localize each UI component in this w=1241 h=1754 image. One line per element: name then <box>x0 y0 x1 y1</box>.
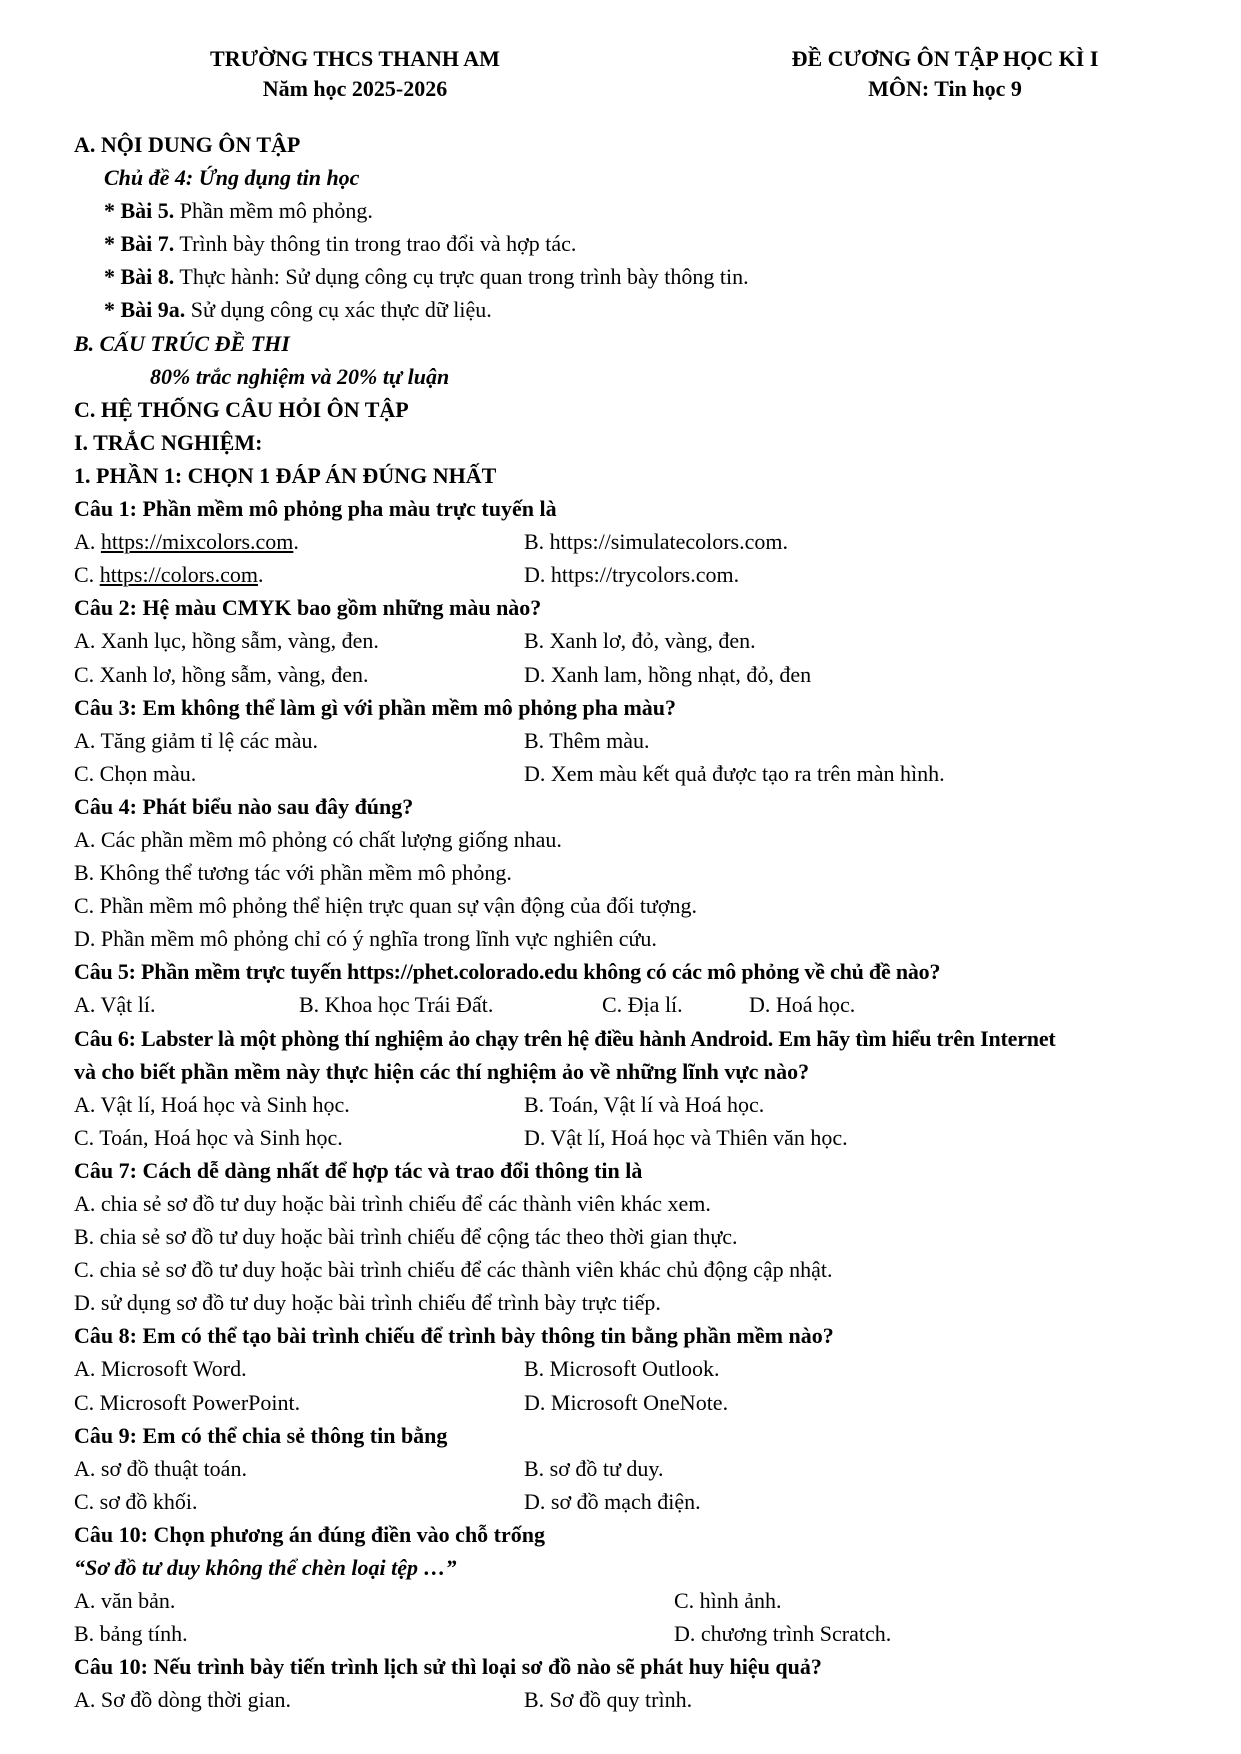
options-row <box>74 724 1204 757</box>
question-7: Câu 7: Cách dễ dàng nhất để hợp tác và trao đổi thông tin là <box>74 1157 643 1183</box>
lesson-item <box>74 260 1204 293</box>
lesson-item <box>74 194 1204 227</box>
options-row <box>74 1617 1204 1650</box>
lesson-item <box>74 227 1204 260</box>
question-6-line-2: và cho biết phần mềm này thực hiện các thí nghiệm ảo về những lĩnh vực nào? <box>74 1058 810 1084</box>
option-b: B. chia sẻ sơ đồ tư duy hoặc bài trình chiếu để cộng tác theo thời gian thực. <box>74 1224 738 1250</box>
option-a: A. chia sẻ sơ đồ tư duy hoặc bài trình chiếu để các thành viên khác xem. <box>74 1191 711 1216</box>
question-1: Câu 1: Phần mềm mô phỏng pha màu trực tuyến là <box>74 496 557 522</box>
question-5: Câu 5: Phần mềm trực tuyến https://phet.colorado.edu không có các mô phỏng về chủ đề nào? <box>74 959 941 985</box>
option-a: A. Các phần mềm mô phỏng có chất lượng giống nhau. <box>74 826 562 852</box>
option-c: C. sơ đồ khối. <box>74 1488 198 1514</box>
options-row <box>74 1088 1204 1121</box>
question-10-quote: “Sơ đồ tư duy không thể chèn loại tệp …” <box>74 1555 457 1581</box>
option-link[interactable]: https://colors.com <box>99 562 258 588</box>
option-b: B. Thêm màu. <box>524 727 650 753</box>
option-d: D. Xem màu kết quả được tạo ra trên màn hình. <box>524 760 945 786</box>
option-c: C. Xanh lơ, hồng sẫm, vàng, đen. <box>74 661 369 687</box>
option-c: C. hình ảnh. <box>674 1588 782 1614</box>
header-title-block <box>760 44 1130 104</box>
question-6-line-1: Câu 6: Labster là một phòng thí nghiệm ảo chạy trên hệ điều hành Android. Em hãy tìm hiểu trên Internet <box>74 1025 1056 1051</box>
option-c: C. Chọn màu. <box>74 760 197 786</box>
option-d: D. sơ đồ mạch điện. <box>524 1488 701 1514</box>
option-c: C. Phần mềm mô phỏng thể hiện trực quan sự vận động của đối tượng. <box>74 893 697 919</box>
option-a: A. văn bản. <box>74 1588 176 1614</box>
option-link[interactable]: https://mixcolors.com <box>100 529 294 555</box>
option-c: C. Địa lí. <box>602 992 683 1018</box>
option-d: D. Xanh lam, hồng nhạt, đỏ, đen <box>524 661 812 687</box>
section-c-heading: C. HỆ THỐNG CÂU HỎI ÔN TẬP <box>74 396 409 422</box>
option-d: D. sử dụng sơ đồ tư duy hoặc bài trình chiếu để trình bày trực tiếp. <box>74 1290 661 1316</box>
topic-heading: Chủ đề 4: Ứng dụng tin học <box>104 165 360 191</box>
question-8: Câu 8: Em có thể tạo bài trình chiếu để trình bày thông tin bằng phần mềm nào? <box>74 1323 834 1349</box>
options-row <box>74 658 1204 691</box>
option-b: B. Khoa học Trái Đất. <box>299 992 494 1018</box>
options-row <box>74 757 1204 790</box>
option-d: D. Microsoft OneNote. <box>524 1389 729 1415</box>
options-row <box>74 525 1204 558</box>
lesson-text: Sử dụng công cụ xác thực dữ liệu. <box>185 297 492 323</box>
exam-structure-note: 80% trắc nghiệm và 20% tự luận <box>150 363 450 389</box>
options-row <box>74 1121 1204 1154</box>
lesson-label: * Bài 7. <box>104 231 175 257</box>
options-row <box>74 1485 1204 1518</box>
lesson-text: Thực hành: Sử dụng công cụ trực quan trong trình bày thông tin. <box>174 264 749 290</box>
lesson-text: Trình bày thông tin trong trao đổi và hợp tác. <box>174 231 577 257</box>
question-4: Câu 4: Phát biểu nào sau đây đúng? <box>74 793 414 819</box>
option-a: A. sơ đồ thuật toán. <box>74 1455 247 1481</box>
school-year: Năm học 2025-2026 <box>262 76 448 101</box>
options-row <box>74 988 1204 1021</box>
option-a: A. Microsoft Word. <box>74 1356 247 1382</box>
sub-heading: 1. PHẦN 1: CHỌN 1 ĐÁP ÁN ĐÚNG NHẤT <box>74 462 497 488</box>
document-body <box>74 128 1204 1717</box>
option-d: D. Phần mềm mô phỏng chỉ có ý nghĩa trong lĩnh vực nghiên cứu. <box>74 926 657 952</box>
option-d: D. Hoá học. <box>749 992 856 1018</box>
options-row <box>74 1584 1204 1617</box>
option-c <box>74 558 263 591</box>
question-10-second: Câu 10: Nếu trình bày tiến trình lịch sử thì loại sơ đồ nào sẽ phát huy hiệu quả? <box>74 1654 822 1680</box>
section-a-heading: A. NỘI DUNG ÔN TẬP <box>74 132 301 157</box>
question-10: Câu 10: Chọn phương án đúng điền vào chỗ trống <box>74 1521 546 1547</box>
lesson-text: Phần mềm mô phỏng. <box>174 198 373 224</box>
document-title: ĐỀ CƯƠNG ÔN TẬP HỌC KÌ I <box>791 46 1099 71</box>
part-heading: I. TRẮC NGHIỆM: <box>74 429 263 455</box>
option-d: D. chương trình Scratch. <box>674 1621 892 1647</box>
option-suffix: . <box>257 562 264 588</box>
option-b: B. Microsoft Outlook. <box>524 1356 720 1382</box>
option-b: B. bảng tính. <box>74 1621 188 1647</box>
option-a: A. Vật lí, Hoá học và Sinh học. <box>74 1091 350 1117</box>
question-2: Câu 2: Hệ màu CMYK bao gồm những màu nào? <box>74 595 542 621</box>
option-a: A. Sơ đồ dòng thời gian. <box>74 1687 291 1713</box>
option-a: A. Vật lí. <box>74 992 156 1018</box>
lesson-label: * Bài 8. <box>104 264 175 290</box>
option-b: B. https://simulatecolors.com. <box>524 529 788 555</box>
option-prefix: C. <box>74 562 100 588</box>
options-row <box>74 624 1204 657</box>
option-a: A. Xanh lục, hồng sẫm, vàng, đen. <box>74 628 379 654</box>
option-a <box>74 525 299 558</box>
option-b: B. Toán, Vật lí và Hoá học. <box>524 1091 765 1117</box>
option-a: A. Tăng giảm tỉ lệ các màu. <box>74 727 318 753</box>
options-row <box>74 1452 1204 1485</box>
header-school-block <box>170 44 540 104</box>
option-b: B. Xanh lơ, đỏ, vàng, đen. <box>524 628 756 654</box>
subject-label: MÔN: Tin học 9 <box>868 76 1022 101</box>
option-d: D. https://trycolors.com. <box>524 562 740 588</box>
options-row <box>74 1683 1204 1716</box>
school-name: TRƯỜNG THCS THANH AM <box>210 46 500 71</box>
section-b-heading: B. CẤU TRÚC ĐỀ THI <box>74 330 290 356</box>
option-suffix: . <box>293 529 299 555</box>
option-c: C. chia sẻ sơ đồ tư duy hoặc bài trình chiếu để các thành viên khác chủ động cập nhật. <box>74 1257 833 1283</box>
option-c: C. Microsoft PowerPoint. <box>74 1389 301 1415</box>
option-b: B. Không thể tương tác với phần mềm mô phỏng. <box>74 860 512 886</box>
lesson-label: * Bài 9a. <box>104 297 186 323</box>
question-9: Câu 9: Em có thể chia sẻ thông tin bằng <box>74 1422 448 1448</box>
lesson-item <box>74 293 1204 326</box>
option-b: B. Sơ đồ quy trình. <box>524 1687 693 1713</box>
options-row <box>74 1386 1204 1419</box>
option-prefix: A. <box>74 529 101 555</box>
options-row <box>74 558 1204 591</box>
options-row <box>74 1352 1204 1385</box>
question-3: Câu 3: Em không thể làm gì với phần mềm mô phỏng pha màu? <box>74 694 677 720</box>
lesson-label: * Bài 5. <box>104 198 175 224</box>
option-c: C. Toán, Hoá học và Sinh học. <box>74 1124 343 1150</box>
option-b: B. sơ đồ tư duy. <box>524 1455 664 1481</box>
option-d: D. Vật lí, Hoá học và Thiên văn học. <box>524 1124 848 1150</box>
